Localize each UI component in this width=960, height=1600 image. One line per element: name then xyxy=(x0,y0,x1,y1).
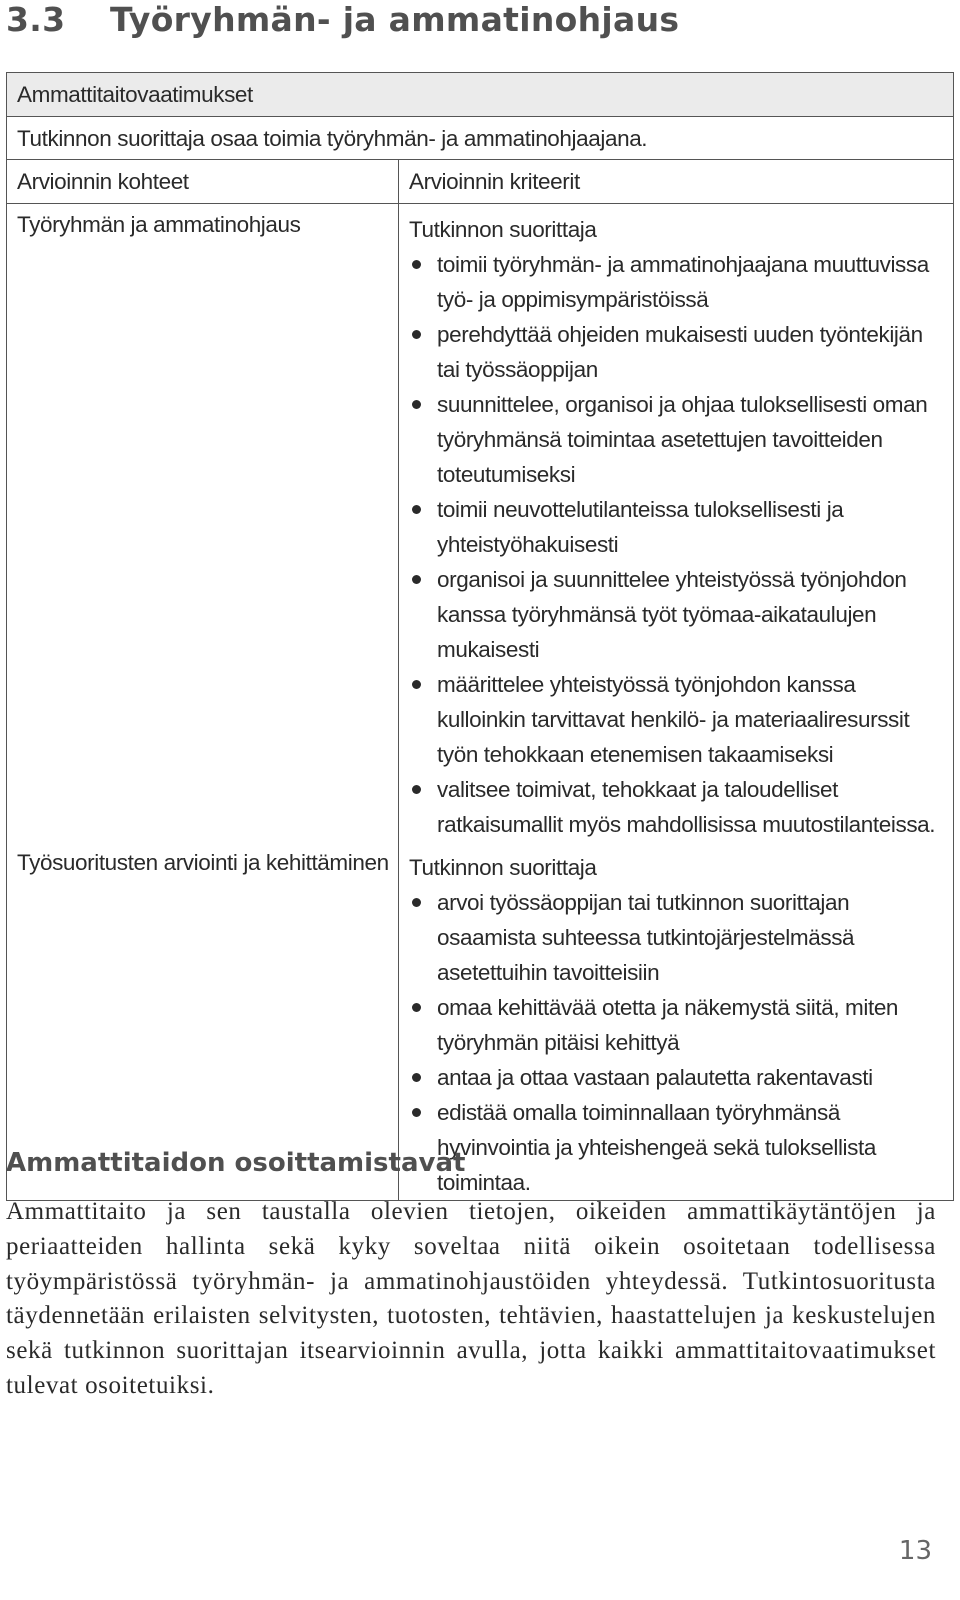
bullet-icon xyxy=(412,1108,421,1117)
list-item: määrittelee yhteistyössä työnjohdon kanssa kulloinkin tarvittavat henkilö- ja materiaaliresurssit työn tehokkaan etenemisen takaamiseksi xyxy=(409,667,945,772)
col-targets-header: Arvioinnin kohteet xyxy=(7,160,399,203)
list-item: suunnittelee, organisoi ja ohjaa tuloksellisesti oman työryhmänsä toimintaa asetettujen tavoitteiden toteutumiseksi xyxy=(409,387,945,492)
list-item: arvoi työssäoppijan tai tutkinnon suorittajan osaamista suhteessa tutkintojärjestelmässä asetettuihin tavoitteisiin xyxy=(409,885,945,990)
criteria-intro: Tutkinnon suorittaja xyxy=(409,855,597,880)
col-criteria-header: Arvioinnin kriteerit xyxy=(409,169,580,194)
page-number: 13 xyxy=(898,1536,932,1566)
bullet-icon xyxy=(412,505,421,514)
list-item: organisoi ja suunnittelee yhteistyössä työnjohdon kanssa työryhmänsä työt työmaa-aikataulujen mukaisesti xyxy=(409,562,945,667)
column-headers xyxy=(7,160,953,204)
bullet-icon xyxy=(412,1003,421,1012)
row-criteria xyxy=(399,842,953,1200)
table-row xyxy=(7,204,953,842)
requirement-text: Tutkinnon suorittaja osaa toimia työryhmän- ja ammatinohjaajana. xyxy=(7,117,953,160)
bullet-icon xyxy=(412,680,421,689)
bullet-icon xyxy=(412,785,421,794)
list-item: toimii työryhmän- ja ammatinohjaajana muuttuvissa työ- ja oppimisympäristöissä xyxy=(409,247,945,317)
requirements-header: Ammattitaitovaatimukset xyxy=(7,73,953,117)
list-item: toimii neuvottelutilanteissa tuloksellisesti ja yhteistyöhakuisesti xyxy=(409,492,945,562)
bullet-icon xyxy=(412,400,421,409)
section-number: 3.3 xyxy=(6,0,66,39)
bullet-icon xyxy=(412,260,421,269)
list-item: antaa ja ottaa vastaan palautetta rakentavasti xyxy=(409,1060,945,1095)
demonstration-heading: Ammattitaidon osoittamistavat xyxy=(6,1148,466,1178)
table-row xyxy=(7,842,953,1200)
bullet-icon xyxy=(412,1073,421,1082)
criteria-list xyxy=(409,247,945,842)
bullet-icon xyxy=(412,330,421,339)
bullet-icon xyxy=(412,898,421,907)
criteria-intro: Tutkinnon suorittaja xyxy=(409,217,597,242)
list-item: edistää omalla toiminnallaan työryhmänsä hyvinvointia ja yhteishengeä sekä tuloksellista toimintaa. xyxy=(409,1095,945,1200)
demonstration-paragraph: Ammattitaito ja sen taustalla olevien tietojen, oikeiden ammattikäytäntöjen ja periaatteiden hallinta sekä kyky soveltaa niitä oikein osoitetaan todellisessa työympäristössä työryhmän- ja ammatinohjaustöiden yhteydessä. Tutkintosuoritusta täydennetään erilaisten selvitysten, tuotosten, tehtävien, haastattelujen ja keskustelujen sekä tutkinnon suorittajan itsearvioinnin avulla, jotta kaikki ammattitaitovaatimukset tulevat osoitetuiksi. xyxy=(6,1198,936,1399)
list-item: omaa kehittävää otetta ja näkemystä siitä, miten työryhmän pitäisi kehittyä xyxy=(409,990,945,1060)
section-heading xyxy=(6,0,679,39)
row-target: Työryhmän ja ammatinohjaus xyxy=(7,204,399,842)
row-target: Työsuoritusten arviointi ja kehittäminen xyxy=(7,842,399,1200)
requirements-table xyxy=(6,72,954,1201)
list-item: valitsee toimivat, tehokkaat ja taloudelliset ratkaisumallit myös mahdollisissa muutostilanteissa. xyxy=(409,772,945,842)
section-title: Työryhmän- ja ammatinohjaus xyxy=(110,0,680,39)
row-criteria xyxy=(399,204,953,842)
bullet-icon xyxy=(412,575,421,584)
list-item: perehdyttää ohjeiden mukaisesti uuden työntekijän tai työssäoppijan xyxy=(409,317,945,387)
criteria-list xyxy=(409,885,945,1200)
